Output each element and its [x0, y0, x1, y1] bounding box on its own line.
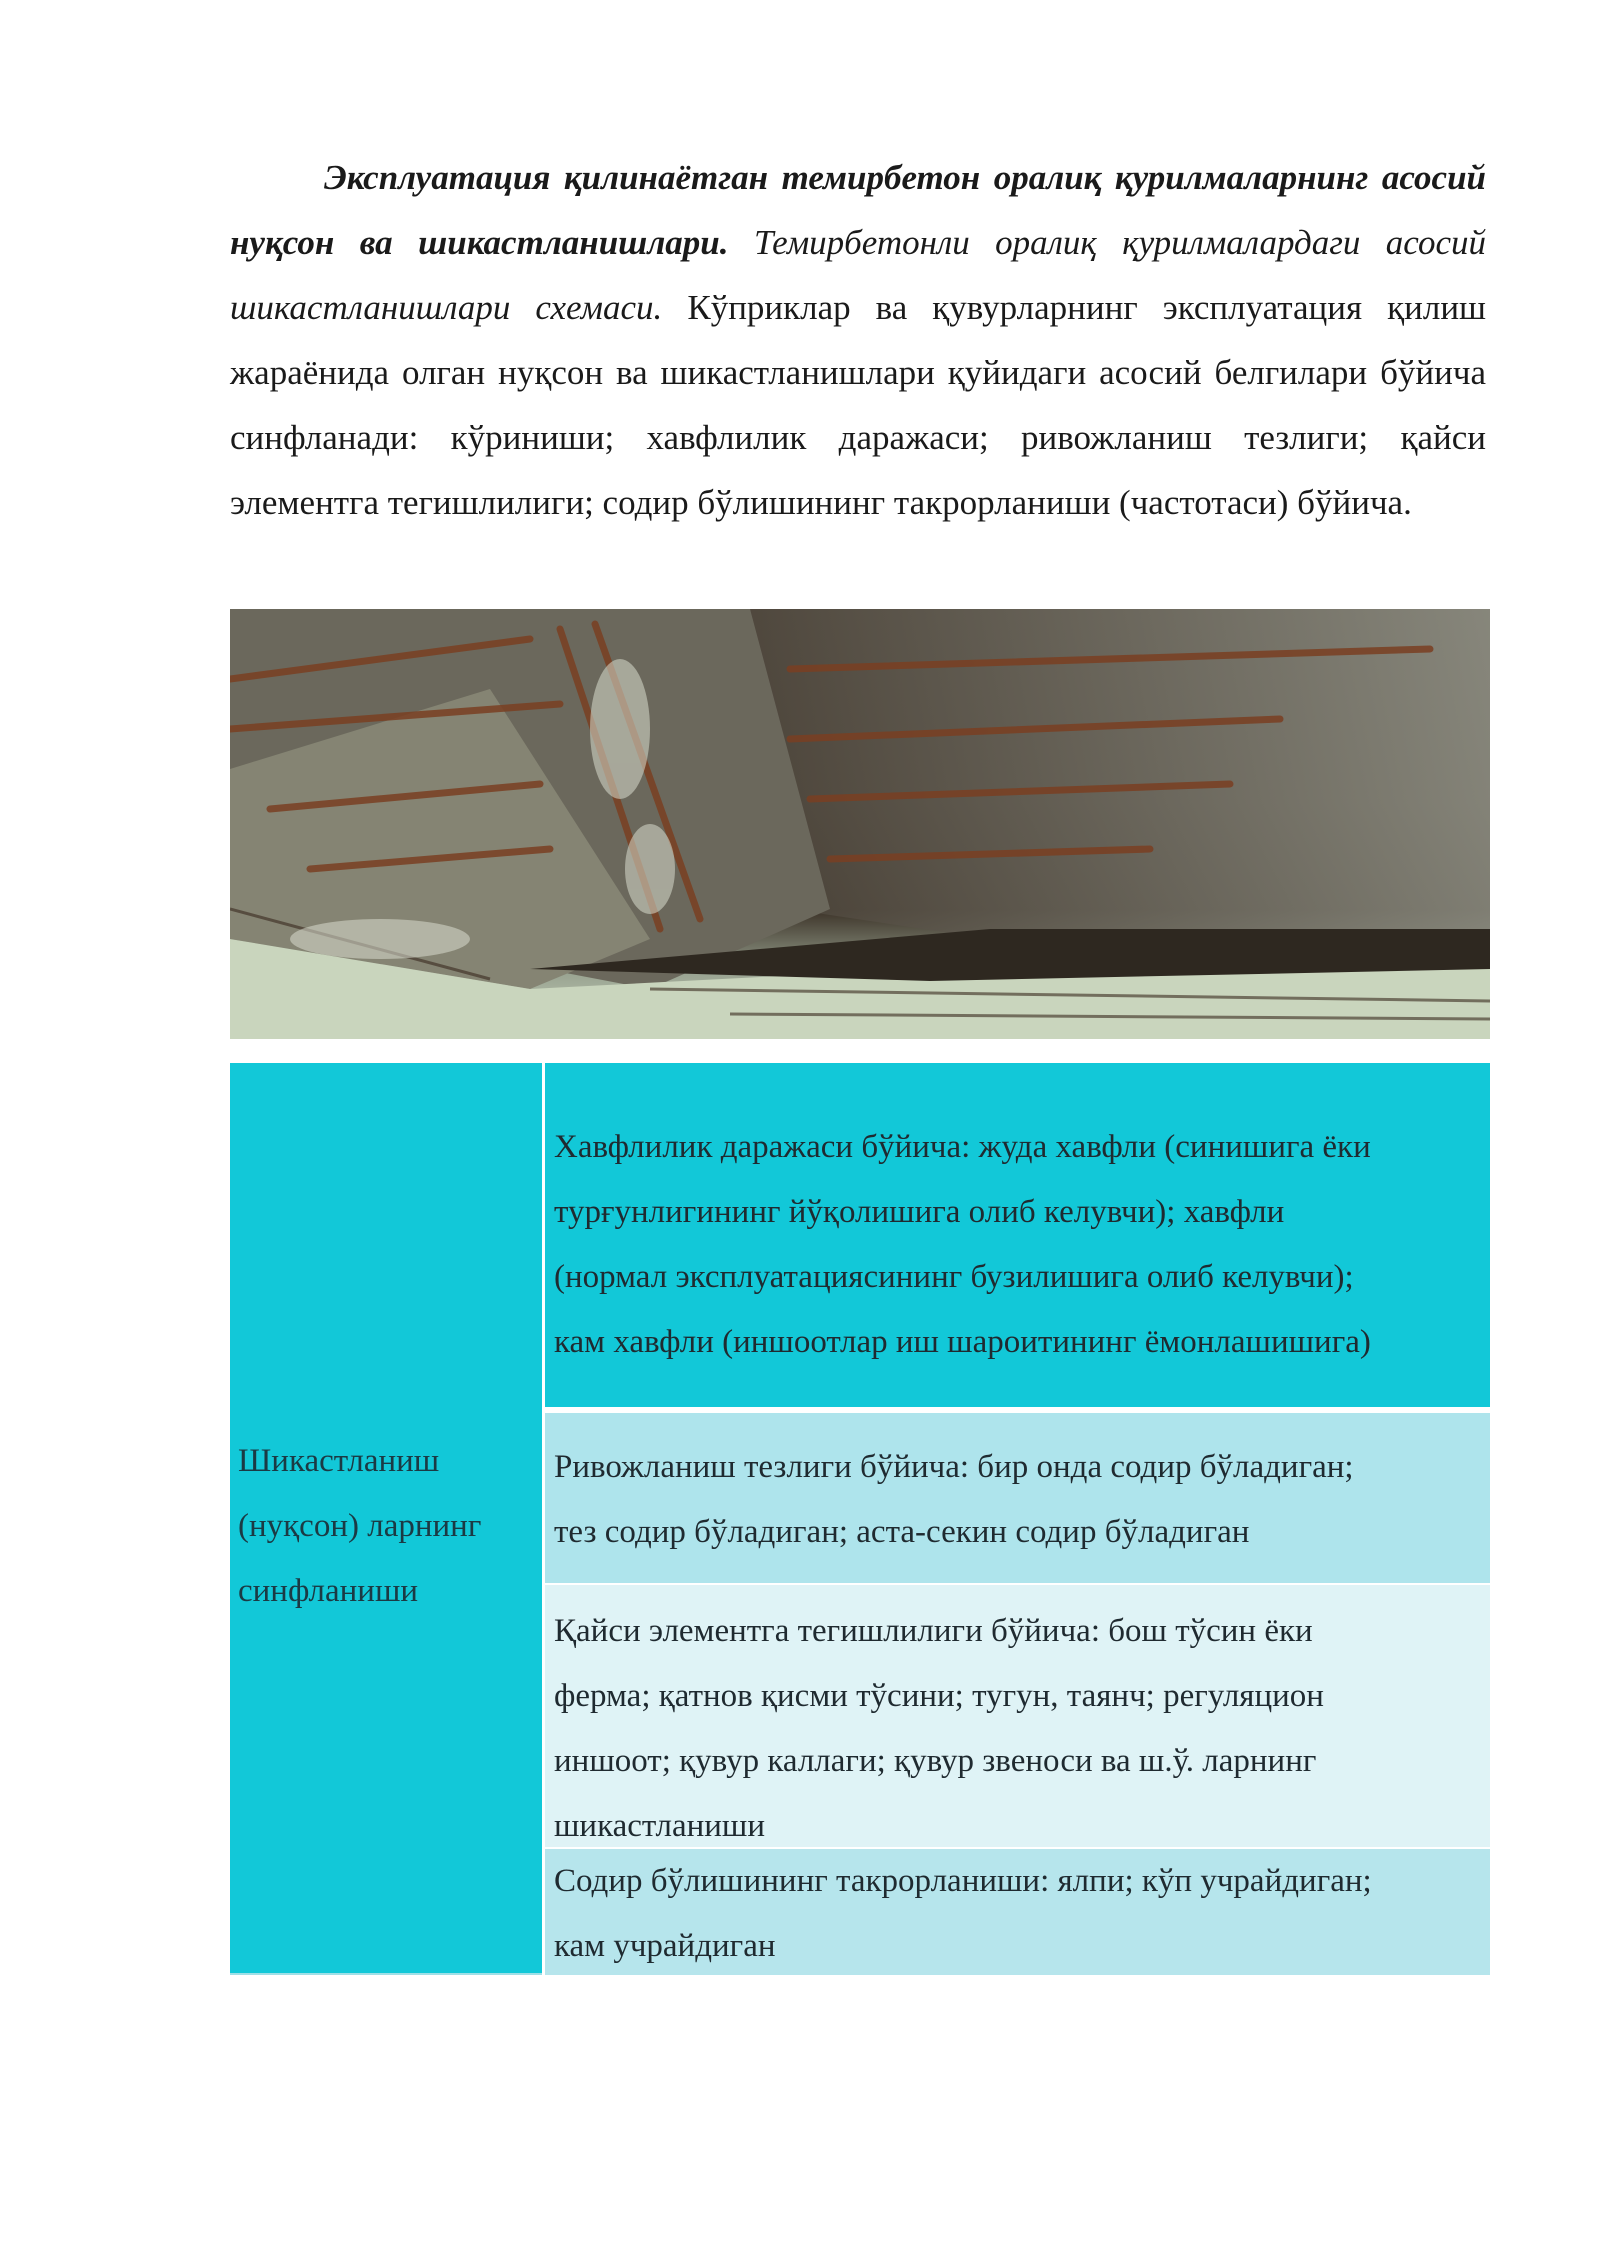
table-bottom-border [230, 1973, 542, 1975]
table-row-line: турғунлигининг йўқолишига олиб келувчи); хавфли [554, 1194, 1285, 1230]
table-row-element-type [545, 1585, 1490, 1847]
table-row-line: ферма; қатнов қисми тўсини; тугун, таянч; регуляцион [554, 1678, 1324, 1714]
scheme-caption: Темирбетонли оралиқ қурилмалардаги асосий шикастланишлари схемаси. [230, 223, 1486, 327]
section-heading: Эксплуатация қилинаётган темирбетон оралиқ қурилмаларнинг асосий нуқсон ва шикастланишлари. [230, 158, 1486, 262]
table-row-line: Содир бўлишининг такрорланиши: ялпи; кўп учрайдиган; [554, 1863, 1372, 1899]
intro-paragraph [230, 145, 1486, 535]
table-row-line: кам учрайдиган [554, 1928, 776, 1964]
classification-label-line: (нуқсон) ларнинг [238, 1508, 482, 1544]
table-row-line: иншоот; қувур каллаги; қувур звеноси ва ш.ў. ларнинг [554, 1743, 1317, 1779]
table-row-line: Қайси элементга тегишлилиги бўйича: бош тўсин ёки [554, 1613, 1313, 1649]
damage-classification-table [230, 1063, 1490, 1975]
table-left-cell [230, 1063, 542, 1973]
table-row-line: шикастланиши [554, 1808, 766, 1844]
classification-label-line: синфланиши [238, 1573, 419, 1609]
table-row-frequency [545, 1849, 1490, 1975]
table-row-line: Хавфлилик даражаси бўйича: жуда хавфли (синишига ёки [554, 1129, 1371, 1165]
classification-label-line: Шикастланиш [238, 1443, 440, 1479]
table-row-line: Ривожланиш тезлиги бўйича: бир онда содир бўладиган; [554, 1449, 1354, 1485]
table-row-line: кам хавфли (иншоотлар иш шароитининг ёмонлашишига) [554, 1324, 1371, 1360]
table-row-danger-level [545, 1063, 1490, 1407]
table-row-line: тез содир бўладиган; аста-секин содир бўладиган [554, 1514, 1250, 1550]
classification-label [238, 1429, 538, 1624]
table-row-line: (нормал эксплуатациясининг бузилишига олиб келувчи); [554, 1259, 1354, 1295]
body-text: Кўприклар ва қувурларнинг эксплуатация қилиш жараёнида олган нуқсон ва шикастланишлари қуйидаги асосий белгилари бўйича синфланади: кўриниши; хавфлилик даражаси; ривожланиш тезлиги; қайси элементга тегишлилиги; содир бўлишининг такрорланиши (частотаси) бўйича. [230, 288, 1486, 522]
damaged-concrete-photo [230, 609, 1490, 1039]
table-row-development-speed [545, 1413, 1490, 1583]
